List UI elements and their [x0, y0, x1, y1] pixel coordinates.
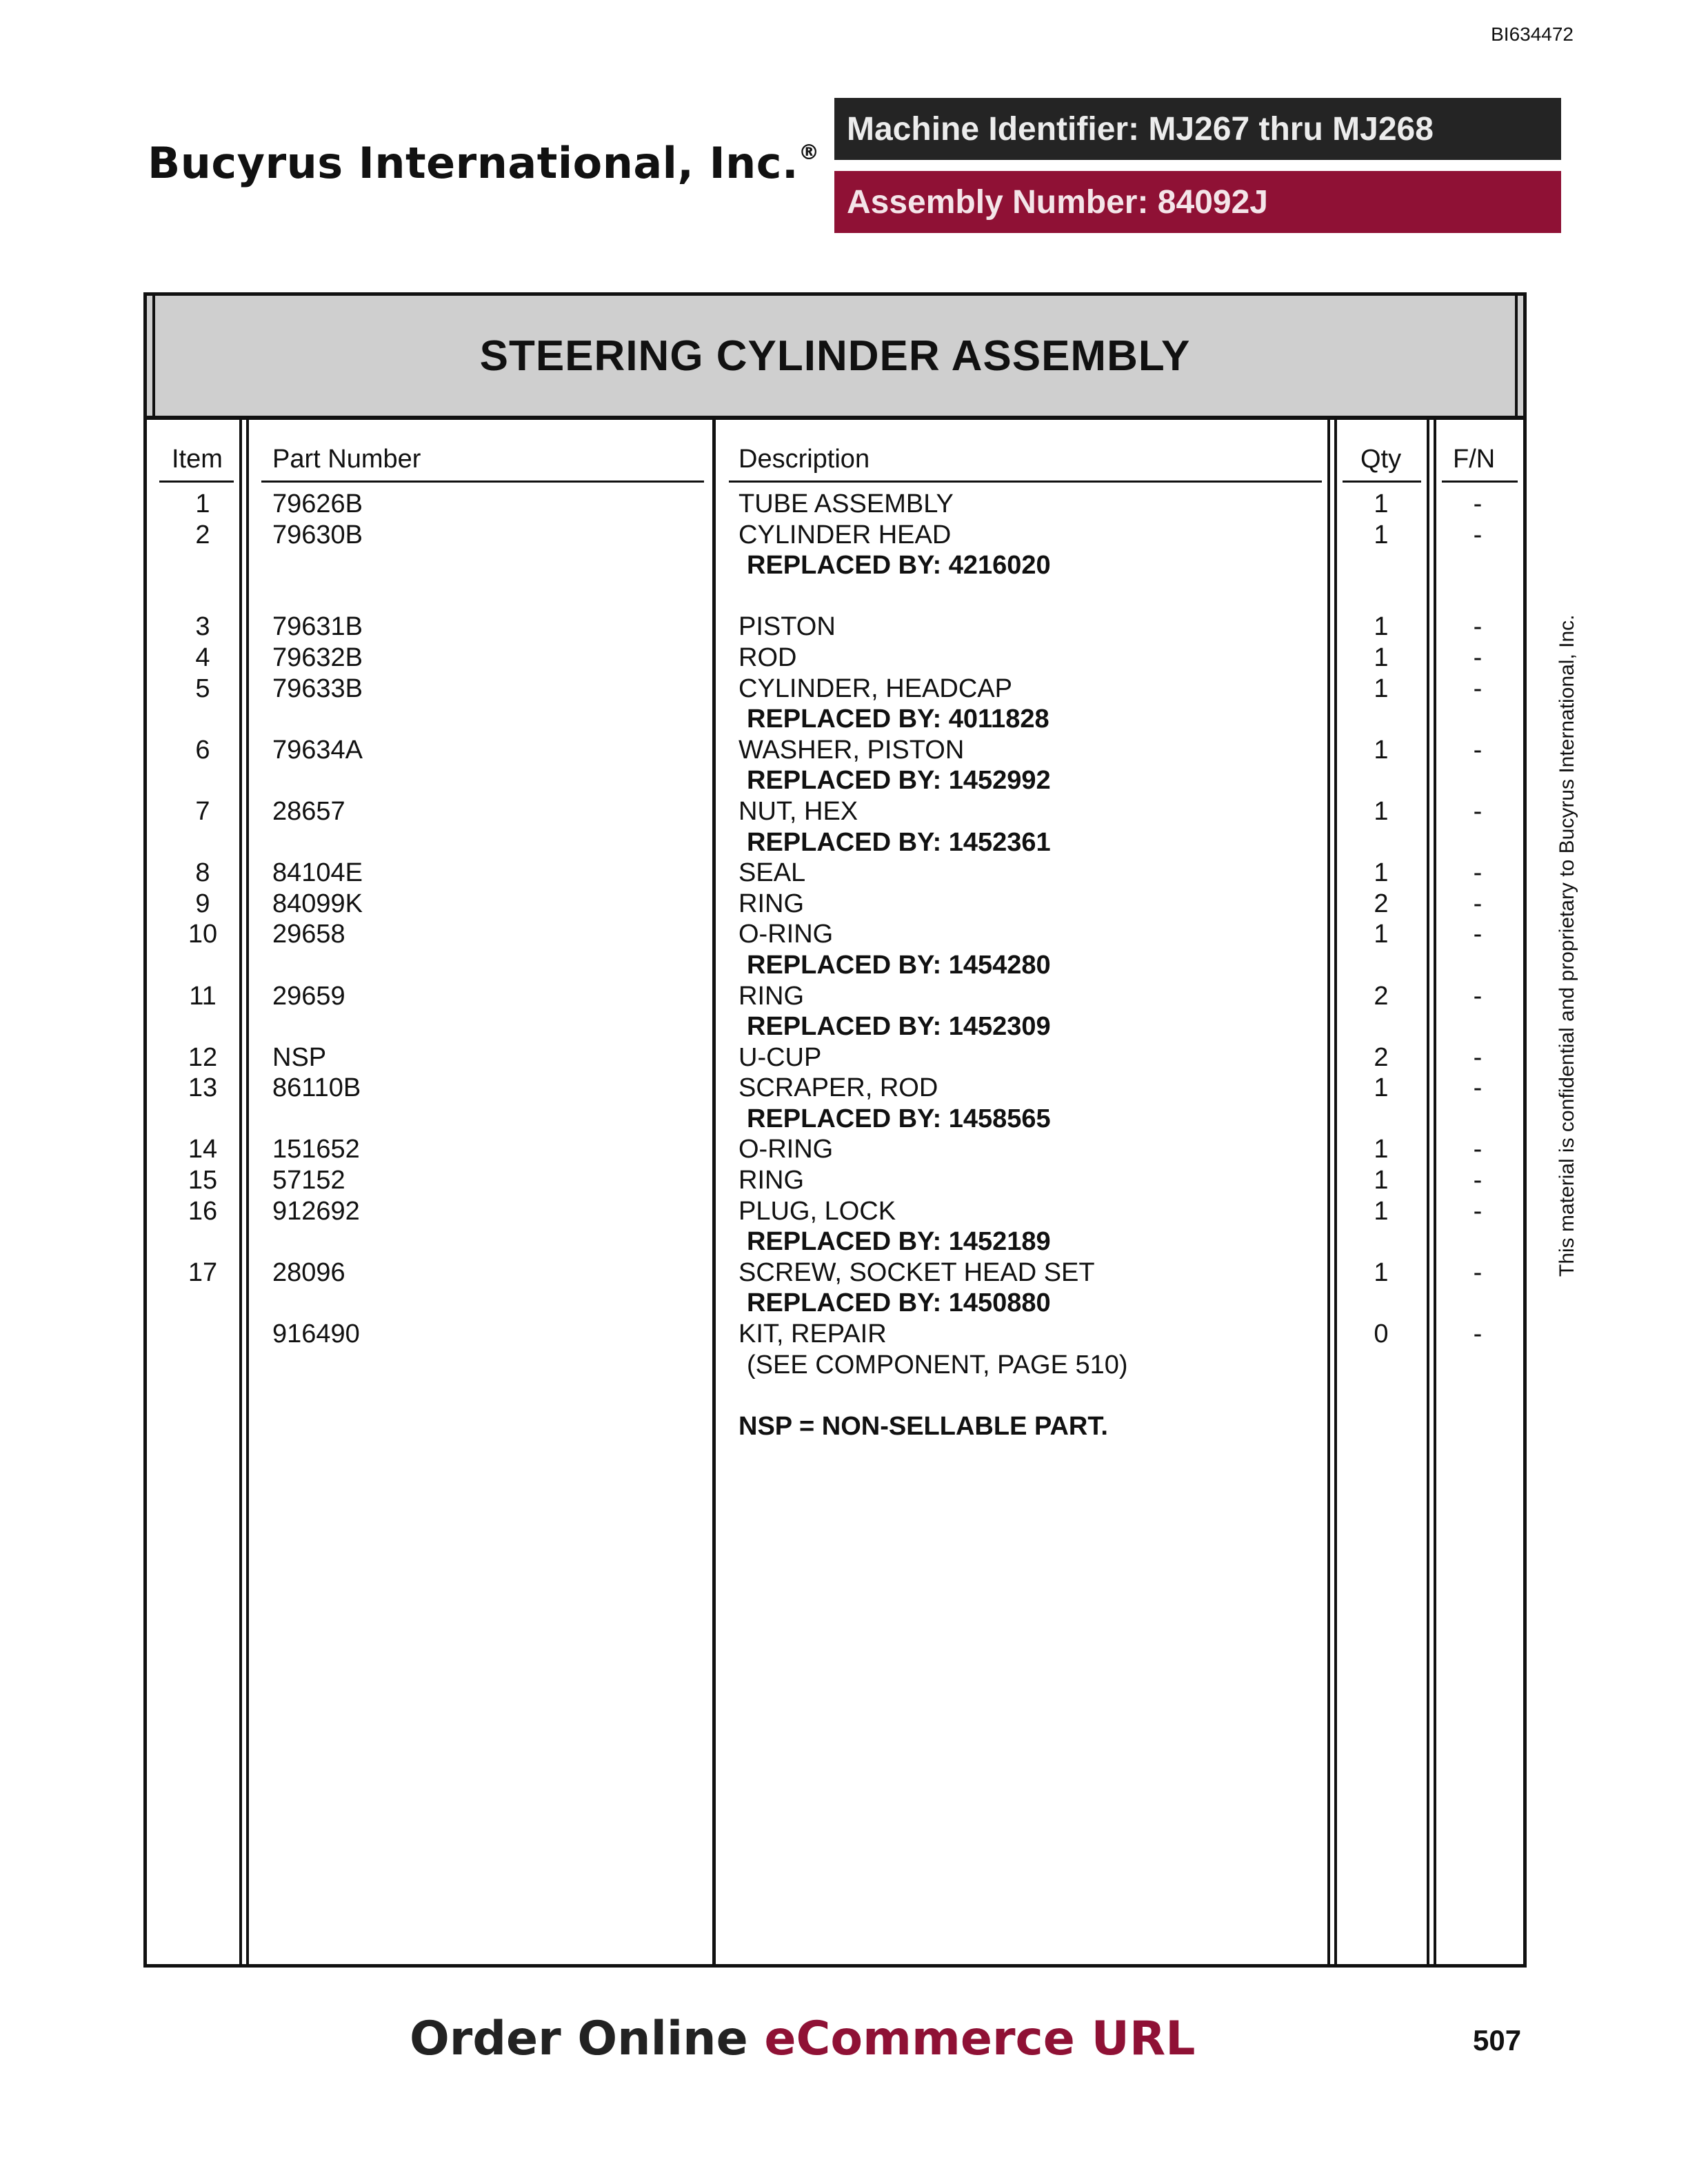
item-number: 15 [188, 1166, 218, 1195]
fn-value: - [1473, 612, 1483, 642]
item-number: 7 [195, 796, 210, 826]
item-number: 1 [195, 489, 210, 518]
item-number: 8 [195, 858, 210, 888]
machine-identifier-bar: Machine Identifier: MJ267 thru MJ268 [834, 98, 1561, 160]
description: U-CUP [738, 1042, 822, 1072]
item-number: 4 [195, 643, 210, 672]
fn-value: - [1473, 1135, 1483, 1164]
part-number: 79634A [272, 735, 363, 765]
table-row [147, 796, 1523, 827]
fn-value: - [1473, 520, 1483, 549]
header-rule-fn [1442, 481, 1518, 483]
quantity: 1 [1374, 612, 1389, 642]
replaced-by-text: REPLACED BY: 4216020 [747, 551, 1051, 580]
item-number: 13 [188, 1073, 218, 1103]
description: KIT, REPAIR [738, 1320, 887, 1349]
quantity: 1 [1374, 674, 1389, 703]
parts-rows [147, 489, 1523, 1442]
table-row [147, 1165, 1523, 1196]
replaced-by-text: REPLACED BY: 1452992 [747, 766, 1051, 796]
quantity: 2 [1374, 889, 1389, 918]
quantity: 1 [1374, 520, 1389, 549]
replaced-by-row [147, 550, 1523, 581]
description: NUT, HEX [738, 796, 858, 826]
table-row [147, 611, 1523, 643]
note-row [147, 1411, 1523, 1442]
quantity: 1 [1374, 1135, 1389, 1164]
item-number: 11 [189, 981, 217, 1011]
replaced-by-row [147, 1011, 1523, 1042]
quantity: 2 [1374, 1042, 1389, 1072]
fn-value: - [1473, 796, 1483, 826]
part-number: 79630B [272, 520, 363, 549]
fn-value: - [1473, 981, 1483, 1011]
header-part-number: Part Number [272, 445, 421, 474]
table-row [147, 520, 1523, 551]
header-rule-item [159, 481, 234, 483]
description: CYLINDER HEAD [738, 520, 952, 549]
part-number: NSP [272, 1042, 327, 1072]
fn-value: - [1473, 920, 1483, 949]
item-number: 9 [195, 889, 210, 918]
replaced-by-row [147, 765, 1523, 796]
description: TUBE ASSEMBLY [738, 489, 954, 518]
table-row [147, 1257, 1523, 1288]
fn-value: - [1473, 1257, 1483, 1287]
fn-value: - [1473, 674, 1483, 703]
quantity: 2 [1374, 981, 1389, 1011]
table-row [147, 489, 1523, 520]
part-number: 28096 [272, 1257, 345, 1287]
description: WASHER, PISTON [738, 735, 965, 765]
item-number: 3 [195, 612, 210, 642]
fn-value: - [1473, 858, 1483, 888]
quantity: 1 [1374, 796, 1389, 826]
header-rule-part [261, 481, 704, 483]
document-id: BI634472 [1491, 23, 1574, 45]
part-number: 84099K [272, 889, 363, 918]
replaced-by-text: REPLACED BY: 1452361 [747, 827, 1051, 857]
item-number: 6 [195, 735, 210, 765]
description: O-RING [738, 1135, 834, 1164]
fn-value: - [1473, 1320, 1483, 1349]
fn-value: - [1473, 1042, 1483, 1072]
table-row [147, 1042, 1523, 1073]
table-row [147, 889, 1523, 920]
quantity: 1 [1374, 1166, 1389, 1195]
quantity: 1 [1374, 735, 1389, 765]
header-rule-qty [1343, 481, 1421, 483]
table-row [147, 1196, 1523, 1227]
item-number: 2 [195, 520, 210, 549]
quantity: 1 [1374, 858, 1389, 888]
description: RING [738, 1166, 804, 1195]
company-name-text: Bucyrus International, Inc. [148, 138, 799, 188]
part-number: 29659 [272, 981, 345, 1011]
table-row [147, 981, 1523, 1012]
description: SCREW, SOCKET HEAD SET [738, 1257, 1095, 1287]
table-row [147, 919, 1523, 950]
part-number: 79626B [272, 489, 363, 518]
quantity: 1 [1374, 1073, 1389, 1103]
replaced-by-text: REPLACED BY: 1452189 [747, 1227, 1051, 1257]
part-number: 86110B [272, 1073, 361, 1103]
quantity: 1 [1374, 1257, 1389, 1287]
table-row [147, 858, 1523, 889]
table-row [147, 1073, 1523, 1104]
company-name [148, 138, 820, 188]
part-number: 151652 [272, 1135, 360, 1164]
page-title: STEERING CYLINDER ASSEMBLY [147, 296, 1523, 420]
spacer-row [147, 1380, 1523, 1411]
replaced-by-text: REPLACED BY: 1452309 [747, 1012, 1051, 1042]
replaced-by-row [147, 1288, 1523, 1319]
table-row [147, 1319, 1523, 1350]
quantity: 0 [1374, 1320, 1389, 1349]
part-number: 79632B [272, 643, 363, 672]
order-online-banner[interactable] [410, 2012, 1196, 2066]
item-number: 14 [188, 1135, 218, 1164]
description: SCRAPER, ROD [738, 1073, 938, 1103]
description: ROD [738, 643, 797, 672]
part-number: 79633B [272, 674, 363, 703]
quantity: 1 [1374, 1196, 1389, 1226]
replaced-by-text: REPLACED BY: 4011828 [747, 705, 1049, 734]
replaced-by-row [147, 827, 1523, 858]
replaced-by-row [147, 704, 1523, 735]
quantity: 1 [1374, 643, 1389, 672]
part-number: 29658 [272, 920, 345, 949]
part-number: 57152 [272, 1166, 345, 1195]
quantity: 1 [1374, 489, 1389, 518]
fn-value: - [1473, 735, 1483, 765]
fn-value: - [1473, 1166, 1483, 1195]
part-number: 79631B [272, 612, 363, 642]
confidentiality-note: This material is confidential and proprietary to Bucyrus International, Inc. [1556, 614, 1578, 1277]
nsp-note: NSP = NON-SELLABLE PART. [738, 1411, 1108, 1441]
header-fn: F/N [1453, 445, 1496, 474]
replaced-by-text: REPLACED BY: 1454280 [747, 950, 1051, 980]
table-row [147, 674, 1523, 705]
item-number: 10 [188, 920, 218, 949]
header-description: Description [738, 445, 870, 474]
part-number: 916490 [272, 1320, 360, 1349]
fn-value: - [1473, 643, 1483, 672]
description: RING [738, 981, 804, 1011]
header-qty: Qty [1360, 445, 1402, 474]
part-number: 84104E [272, 858, 363, 888]
item-number: 17 [188, 1257, 218, 1287]
part-number: 28657 [272, 796, 345, 826]
page-number: 507 [1473, 2024, 1522, 2056]
table-row [147, 1134, 1523, 1165]
description-continuation-row [147, 1350, 1523, 1381]
assembly-number-bar: Assembly Number: 84092J [834, 171, 1561, 233]
description-continuation: (SEE COMPONENT, PAGE 510) [747, 1350, 1128, 1379]
description: PISTON [738, 612, 836, 642]
replaced-by-row [147, 1104, 1523, 1135]
order-online-text: Order Online [410, 2012, 765, 2066]
header-item: Item [172, 445, 223, 474]
description: SEAL [738, 858, 806, 888]
fn-value: - [1473, 1196, 1483, 1226]
parts-table-frame [143, 292, 1527, 1968]
item-number: 12 [188, 1042, 218, 1072]
item-number: 5 [195, 674, 210, 703]
description: PLUG, LOCK [738, 1196, 896, 1226]
part-number: 912692 [272, 1196, 360, 1226]
replaced-by-text: REPLACED BY: 1450880 [747, 1288, 1051, 1318]
quantity: 1 [1374, 920, 1389, 949]
replaced-by-text: REPLACED BY: 1458565 [747, 1104, 1051, 1133]
spacer-row [147, 581, 1523, 612]
fn-value: - [1473, 1073, 1483, 1103]
table-row [147, 735, 1523, 766]
fn-value: - [1473, 889, 1483, 918]
replaced-by-row [147, 950, 1523, 981]
header-rule-desc [729, 481, 1322, 483]
ecommerce-url-link[interactable]: eCommerce URL [764, 2012, 1196, 2066]
description: RING [738, 889, 804, 918]
fn-value: - [1473, 489, 1483, 518]
item-number: 16 [188, 1196, 218, 1226]
registered-mark: ® [798, 141, 820, 165]
table-row [147, 643, 1523, 674]
replaced-by-row [147, 1226, 1523, 1257]
description: CYLINDER, HEADCAP [738, 674, 1012, 703]
description: O-RING [738, 920, 834, 949]
